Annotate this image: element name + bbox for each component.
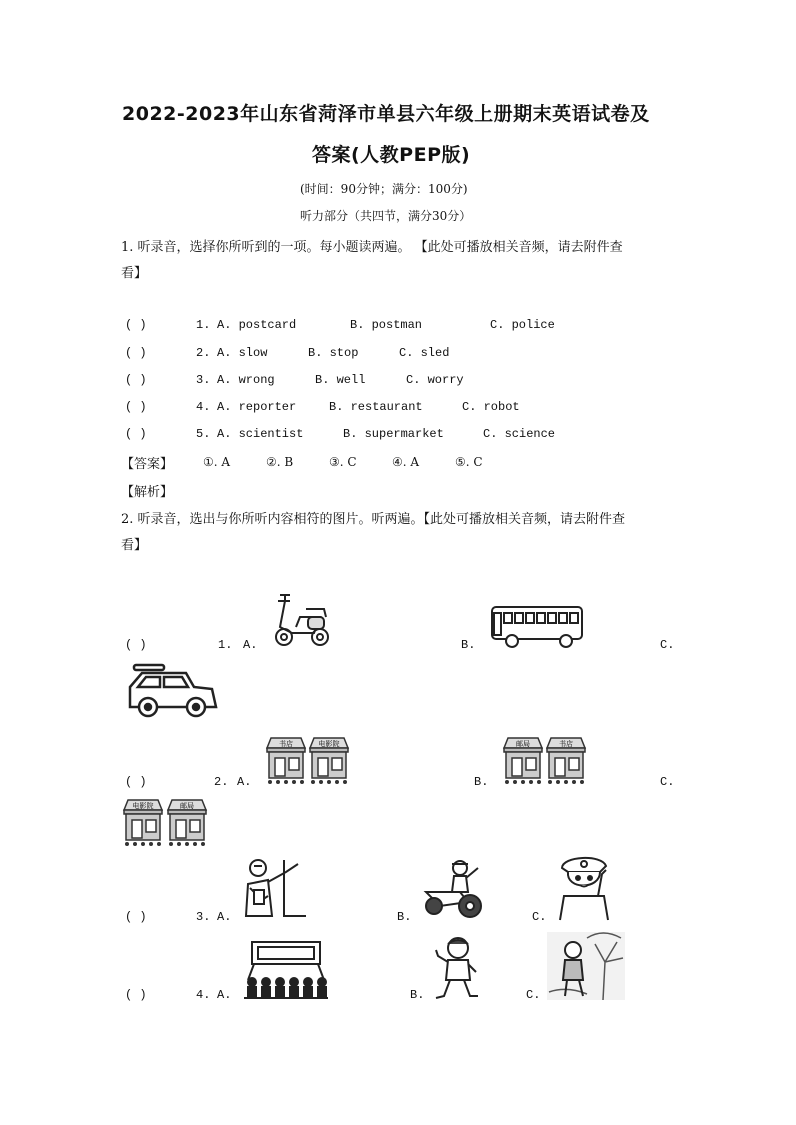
q1-item-5-paren: ( ) — [125, 427, 147, 441]
q1-item-2-a: A. slow — [217, 346, 268, 360]
q1-item-1-num: 1. — [196, 318, 211, 332]
q1-item-2-num: 2. — [196, 346, 211, 360]
q1-answer-5: ⑤. C — [455, 455, 483, 469]
shop-sign-label: 书店 — [559, 740, 573, 748]
q1-item-1-c: C. police — [490, 318, 555, 332]
section-info: 听力部分（共四节，满分30分） — [300, 209, 472, 223]
bus-picture[interactable] — [490, 603, 586, 649]
bookstore-building-picture[interactable] — [545, 734, 587, 786]
q1-instruction-line2: 看】 — [121, 266, 148, 281]
q1-item-3-b: B. well — [315, 373, 366, 387]
time-info: (时间：90分钟；满分：100分) — [300, 182, 468, 196]
q1-answer-2: ②. B — [266, 455, 294, 469]
q2-row1-paren: ( ) — [125, 638, 147, 652]
q1-answer-3: ③. C — [329, 455, 357, 469]
q2-row3-num: 3. — [196, 910, 211, 924]
q2-row3-paren: ( ) — [125, 910, 147, 924]
q2-row4-b: B. — [410, 988, 425, 1002]
q2-row3-b: B. — [397, 910, 412, 924]
q2-row2-b: B. — [474, 775, 489, 789]
q2-row1-num: 1. — [218, 638, 233, 652]
q2-row1-c: C. — [660, 638, 675, 652]
jeep-picture[interactable] — [124, 663, 220, 719]
q2-row2-c: C. — [660, 775, 675, 789]
shop-sign-label: 书店 — [279, 740, 293, 748]
q2-instruction-line1: 2. 听录音，选出与你所听内容相符的图片。听两遍。【此处可播放相关音频，请去附件查 — [121, 512, 626, 527]
old-man-park-picture[interactable] — [547, 932, 625, 1000]
q1-item-2-paren: ( ) — [125, 346, 147, 360]
post-office-building-picture[interactable] — [502, 734, 544, 786]
q2-row4-paren: ( ) — [125, 988, 147, 1002]
q1-answer-label: 【答案】 — [121, 457, 174, 472]
cinema-building-picture[interactable] — [122, 796, 164, 848]
shop-sign-label: 电影院 — [132, 802, 154, 810]
policeman-picture[interactable] — [552, 850, 614, 922]
q2-row2-a: A. — [237, 775, 252, 789]
q1-item-5-c: C. science — [483, 427, 556, 441]
bookstore-building-picture[interactable] — [265, 734, 307, 786]
q2-row3-a: A. — [217, 910, 232, 924]
q1-answer-1: ①. A — [203, 455, 231, 469]
q1-item-1-a: A. postcard — [217, 318, 297, 332]
boy-walking-picture[interactable] — [432, 934, 482, 1002]
classroom-picture[interactable] — [240, 940, 332, 1000]
q1-item-1-b: B. postman — [350, 318, 423, 332]
q1-instruction-line1: 1. 听录音，选择你所听到的一项。每小题读两遍。 【此处可播放相关音频，请去附件查 — [121, 240, 623, 255]
q1-item-3-c: C. worry — [406, 373, 464, 387]
q1-item-5-b: B. supermarket — [343, 427, 444, 441]
cinema-building-picture[interactable] — [308, 734, 350, 786]
q1-answer-4: ④. A — [392, 455, 420, 469]
q1-item-3-paren: ( ) — [125, 373, 147, 387]
shop-sign-label: 邮局 — [516, 740, 530, 748]
q1-item-4-a: A. reporter — [217, 400, 297, 414]
page-title-line2: 答案(人教PEP版) — [312, 144, 471, 166]
q1-item-4-paren: ( ) — [125, 400, 147, 414]
q1-item-4-b: B. restaurant — [329, 400, 423, 414]
q2-row4-num: 4. — [196, 988, 211, 1002]
q2-row1-a: A. — [243, 638, 258, 652]
q1-item-3-a: A. wrong — [217, 373, 275, 387]
q2-row4-a: A. — [217, 988, 232, 1002]
q2-row2-num: 2. — [214, 775, 229, 789]
q2-row4-c: C. — [526, 988, 541, 1002]
page-title-line1: 2022-2023年山东省菏泽市单县六年级上册期末英语试卷及 — [122, 103, 650, 125]
q1-item-1-paren: ( ) — [125, 318, 147, 332]
post-office-building-picture[interactable] — [166, 796, 208, 848]
q2-row3-c: C. — [532, 910, 547, 924]
q2-instruction-line2: 看】 — [121, 538, 148, 553]
q1-item-2-b: B. stop — [308, 346, 359, 360]
shop-sign-label: 电影院 — [318, 740, 340, 748]
q2-row1-b: B. — [461, 638, 476, 652]
teacher-picture[interactable] — [240, 856, 310, 920]
q1-item-4-c: C. robot — [462, 400, 520, 414]
q1-item-3-num: 3. — [196, 373, 211, 387]
q2-row2-paren: ( ) — [125, 775, 147, 789]
scooter-picture[interactable] — [270, 587, 332, 649]
q1-analysis-label: 【解析】 — [121, 485, 174, 500]
farmer-tractor-picture[interactable] — [420, 856, 484, 920]
q1-item-5-a: A. scientist — [217, 427, 304, 441]
q1-item-2-c: C. sled — [399, 346, 450, 360]
shop-sign-label: 邮局 — [180, 802, 194, 810]
q1-item-5-num: 5. — [196, 427, 211, 441]
q1-item-4-num: 4. — [196, 400, 211, 414]
